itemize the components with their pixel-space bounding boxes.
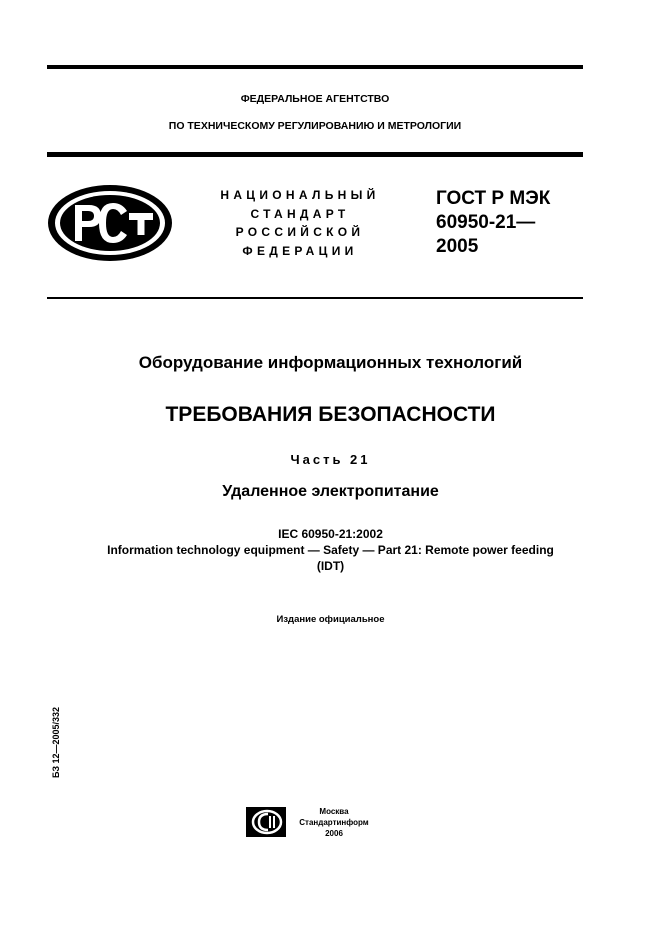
designation-line-3: 2005 (436, 236, 479, 257)
standartinform-emblem-icon (246, 807, 286, 837)
bottom-rule (47, 297, 583, 299)
iec-number: IEC 60950-21:2002 (278, 527, 383, 541)
agency-line-1: ФЕДЕРАЛЬНОЕ АГЕНТСТВО (240, 93, 390, 105)
edition-label: Издание официальное (276, 614, 385, 625)
national-standard-line-1: НАЦИОНАЛЬНЫЙ (220, 188, 380, 202)
part-title: Удаленное электропитание (222, 483, 439, 500)
imprint-city: Москва (319, 807, 349, 816)
agency-line-2: ПО ТЕХНИЧЕСКОМУ РЕГУЛИРОВАНИЮ И МЕТРОЛОГИИ (168, 120, 462, 132)
imprint-publisher: Стандартинформ (299, 818, 369, 827)
rosstandart-emblem-icon (45, 183, 175, 263)
national-standard-line-2: СТАНДАРТ (250, 206, 350, 221)
designation-line-2: 60950-21— (436, 212, 536, 233)
designation-line-1: ГОСТ Р МЭК (436, 188, 551, 209)
part-number: Часть 21 (290, 452, 371, 467)
standard-designation (436, 187, 550, 259)
national-standard-line-4: ФЕДЕРАЦИИ (242, 243, 358, 258)
middle-rule (47, 152, 583, 157)
subject-title: Оборудование информационных технологий (138, 353, 523, 372)
top-rule (47, 65, 583, 69)
publisher-imprint (289, 806, 379, 839)
national-standard-label (205, 186, 395, 260)
imprint-year: 2006 (325, 829, 343, 838)
national-standard-line-3: РОССИЙСКОЙ (235, 225, 365, 239)
equivalence-mark: (IDT) (316, 559, 345, 573)
main-title: ТРЕБОВАНИЯ БЕЗОПАСНОСТИ (165, 403, 496, 426)
english-title: Information technology equipment — Safety — Part 21: Remote power feeding (107, 543, 554, 557)
side-code: БЗ 12—2005/332 (51, 706, 61, 778)
